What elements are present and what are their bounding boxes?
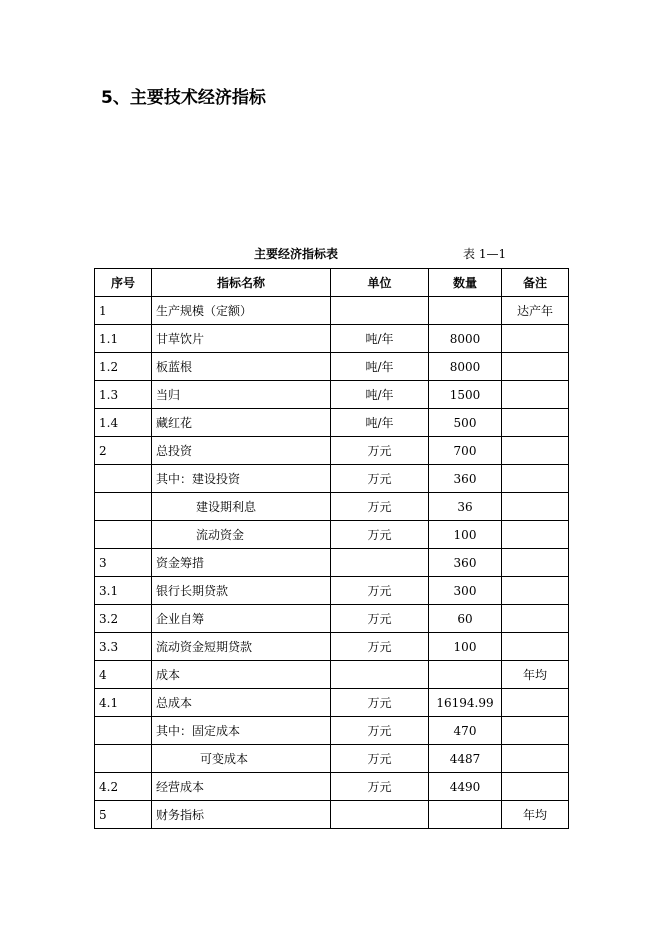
row-seq [95, 493, 152, 521]
row-qty: 1500 [429, 381, 502, 409]
row-seq: 1.2 [95, 353, 152, 381]
row-note [502, 689, 569, 717]
row-qty: 100 [429, 521, 502, 549]
row-name: 总投资 [152, 437, 331, 465]
table-number: 表 1—1 [463, 247, 507, 261]
row-note [502, 717, 569, 745]
row-note [502, 493, 569, 521]
row-name: 生产规模（定额） [152, 297, 331, 325]
row-qty: 16194.99 [429, 689, 502, 717]
row-name: 企业自筹 [152, 605, 331, 633]
row-name: 当归 [152, 381, 331, 409]
row-note: 年均 [502, 801, 569, 829]
row-note [502, 409, 569, 437]
row-note: 达产年 [502, 297, 569, 325]
row-name: 板蓝根 [152, 353, 331, 381]
row-qty [429, 801, 502, 829]
row-note [502, 381, 569, 409]
row-note [502, 773, 569, 801]
table-row [95, 521, 569, 549]
row-seq: 5 [95, 801, 152, 829]
row-qty: 4487 [429, 745, 502, 773]
row-unit [331, 297, 429, 325]
row-name: 其中：建设投资 [152, 465, 331, 493]
row-unit: 万元 [331, 745, 429, 773]
row-unit: 万元 [331, 493, 429, 521]
row-note: 年均 [502, 661, 569, 689]
row-qty: 360 [429, 465, 502, 493]
row-qty [429, 661, 502, 689]
row-unit: 万元 [331, 717, 429, 745]
row-note [502, 745, 569, 773]
row-unit: 万元 [331, 521, 429, 549]
table-row [95, 409, 569, 437]
row-qty: 360 [429, 549, 502, 577]
row-name: 成本 [152, 661, 331, 689]
row-seq [95, 717, 152, 745]
table-row [95, 437, 569, 465]
row-note [502, 521, 569, 549]
row-unit: 万元 [331, 605, 429, 633]
column-header-unit: 单位 [331, 269, 429, 297]
section-heading: 5、主要技术经济指标 [101, 88, 266, 108]
row-note [502, 325, 569, 353]
row-unit: 吨/年 [331, 381, 429, 409]
row-seq [95, 745, 152, 773]
row-name: 藏红花 [152, 409, 331, 437]
row-name: 财务指标 [152, 801, 331, 829]
row-seq: 4.1 [95, 689, 152, 717]
table-row [95, 633, 569, 661]
row-name: 甘草饮片 [152, 325, 331, 353]
row-note [502, 633, 569, 661]
row-note [502, 577, 569, 605]
row-seq: 3.2 [95, 605, 152, 633]
row-qty: 36 [429, 493, 502, 521]
row-unit: 万元 [331, 773, 429, 801]
table-row [95, 381, 569, 409]
row-seq: 1.1 [95, 325, 152, 353]
row-qty: 100 [429, 633, 502, 661]
row-unit [331, 549, 429, 577]
row-unit [331, 801, 429, 829]
table-row [95, 661, 569, 689]
row-seq: 1.4 [95, 409, 152, 437]
row-note [502, 549, 569, 577]
table-row [95, 717, 569, 745]
column-header-seq: 序号 [95, 269, 152, 297]
row-unit: 万元 [331, 689, 429, 717]
table-row [95, 801, 569, 829]
table-row [95, 465, 569, 493]
column-header-name: 指标名称 [152, 269, 331, 297]
row-seq: 3 [95, 549, 152, 577]
row-note [502, 437, 569, 465]
row-seq: 2 [95, 437, 152, 465]
row-unit: 吨/年 [331, 409, 429, 437]
table-row [95, 745, 569, 773]
table-row [95, 549, 569, 577]
row-qty [429, 297, 502, 325]
column-header-note: 备注 [502, 269, 569, 297]
row-qty: 4490 [429, 773, 502, 801]
row-name: 流动资金 [152, 521, 331, 549]
table-row [95, 297, 569, 325]
row-name: 可变成本 [152, 745, 331, 773]
row-unit: 万元 [331, 465, 429, 493]
row-note [502, 465, 569, 493]
table-row [95, 493, 569, 521]
table-row [95, 773, 569, 801]
row-unit: 吨/年 [331, 353, 429, 381]
row-seq [95, 465, 152, 493]
row-unit: 万元 [331, 633, 429, 661]
table-row [95, 689, 569, 717]
row-name: 经营成本 [152, 773, 331, 801]
row-name: 总成本 [152, 689, 331, 717]
table-row [95, 325, 569, 353]
row-name: 流动资金短期贷款 [152, 633, 331, 661]
row-seq: 1 [95, 297, 152, 325]
row-seq: 3.3 [95, 633, 152, 661]
table-caption: 主要经济指标表 [254, 247, 339, 261]
row-qty: 60 [429, 605, 502, 633]
row-qty: 700 [429, 437, 502, 465]
row-seq [95, 521, 152, 549]
row-qty: 470 [429, 717, 502, 745]
row-qty: 8000 [429, 325, 502, 353]
row-qty: 500 [429, 409, 502, 437]
row-seq: 4 [95, 661, 152, 689]
row-name: 建设期利息 [152, 493, 331, 521]
row-unit: 万元 [331, 437, 429, 465]
row-qty: 8000 [429, 353, 502, 381]
row-unit: 吨/年 [331, 325, 429, 353]
row-note [502, 605, 569, 633]
row-name: 资金筹措 [152, 549, 331, 577]
row-seq: 3.1 [95, 577, 152, 605]
column-header-qty: 数量 [429, 269, 502, 297]
table-row [95, 353, 569, 381]
table-row [95, 577, 569, 605]
economic-indicators-table [94, 268, 569, 829]
row-name: 银行长期贷款 [152, 577, 331, 605]
row-seq: 4.2 [95, 773, 152, 801]
row-qty: 300 [429, 577, 502, 605]
row-name: 其中：固定成本 [152, 717, 331, 745]
row-seq: 1.3 [95, 381, 152, 409]
row-unit: 万元 [331, 577, 429, 605]
row-note [502, 353, 569, 381]
row-unit [331, 661, 429, 689]
table-header-row [95, 269, 569, 297]
table-row [95, 605, 569, 633]
